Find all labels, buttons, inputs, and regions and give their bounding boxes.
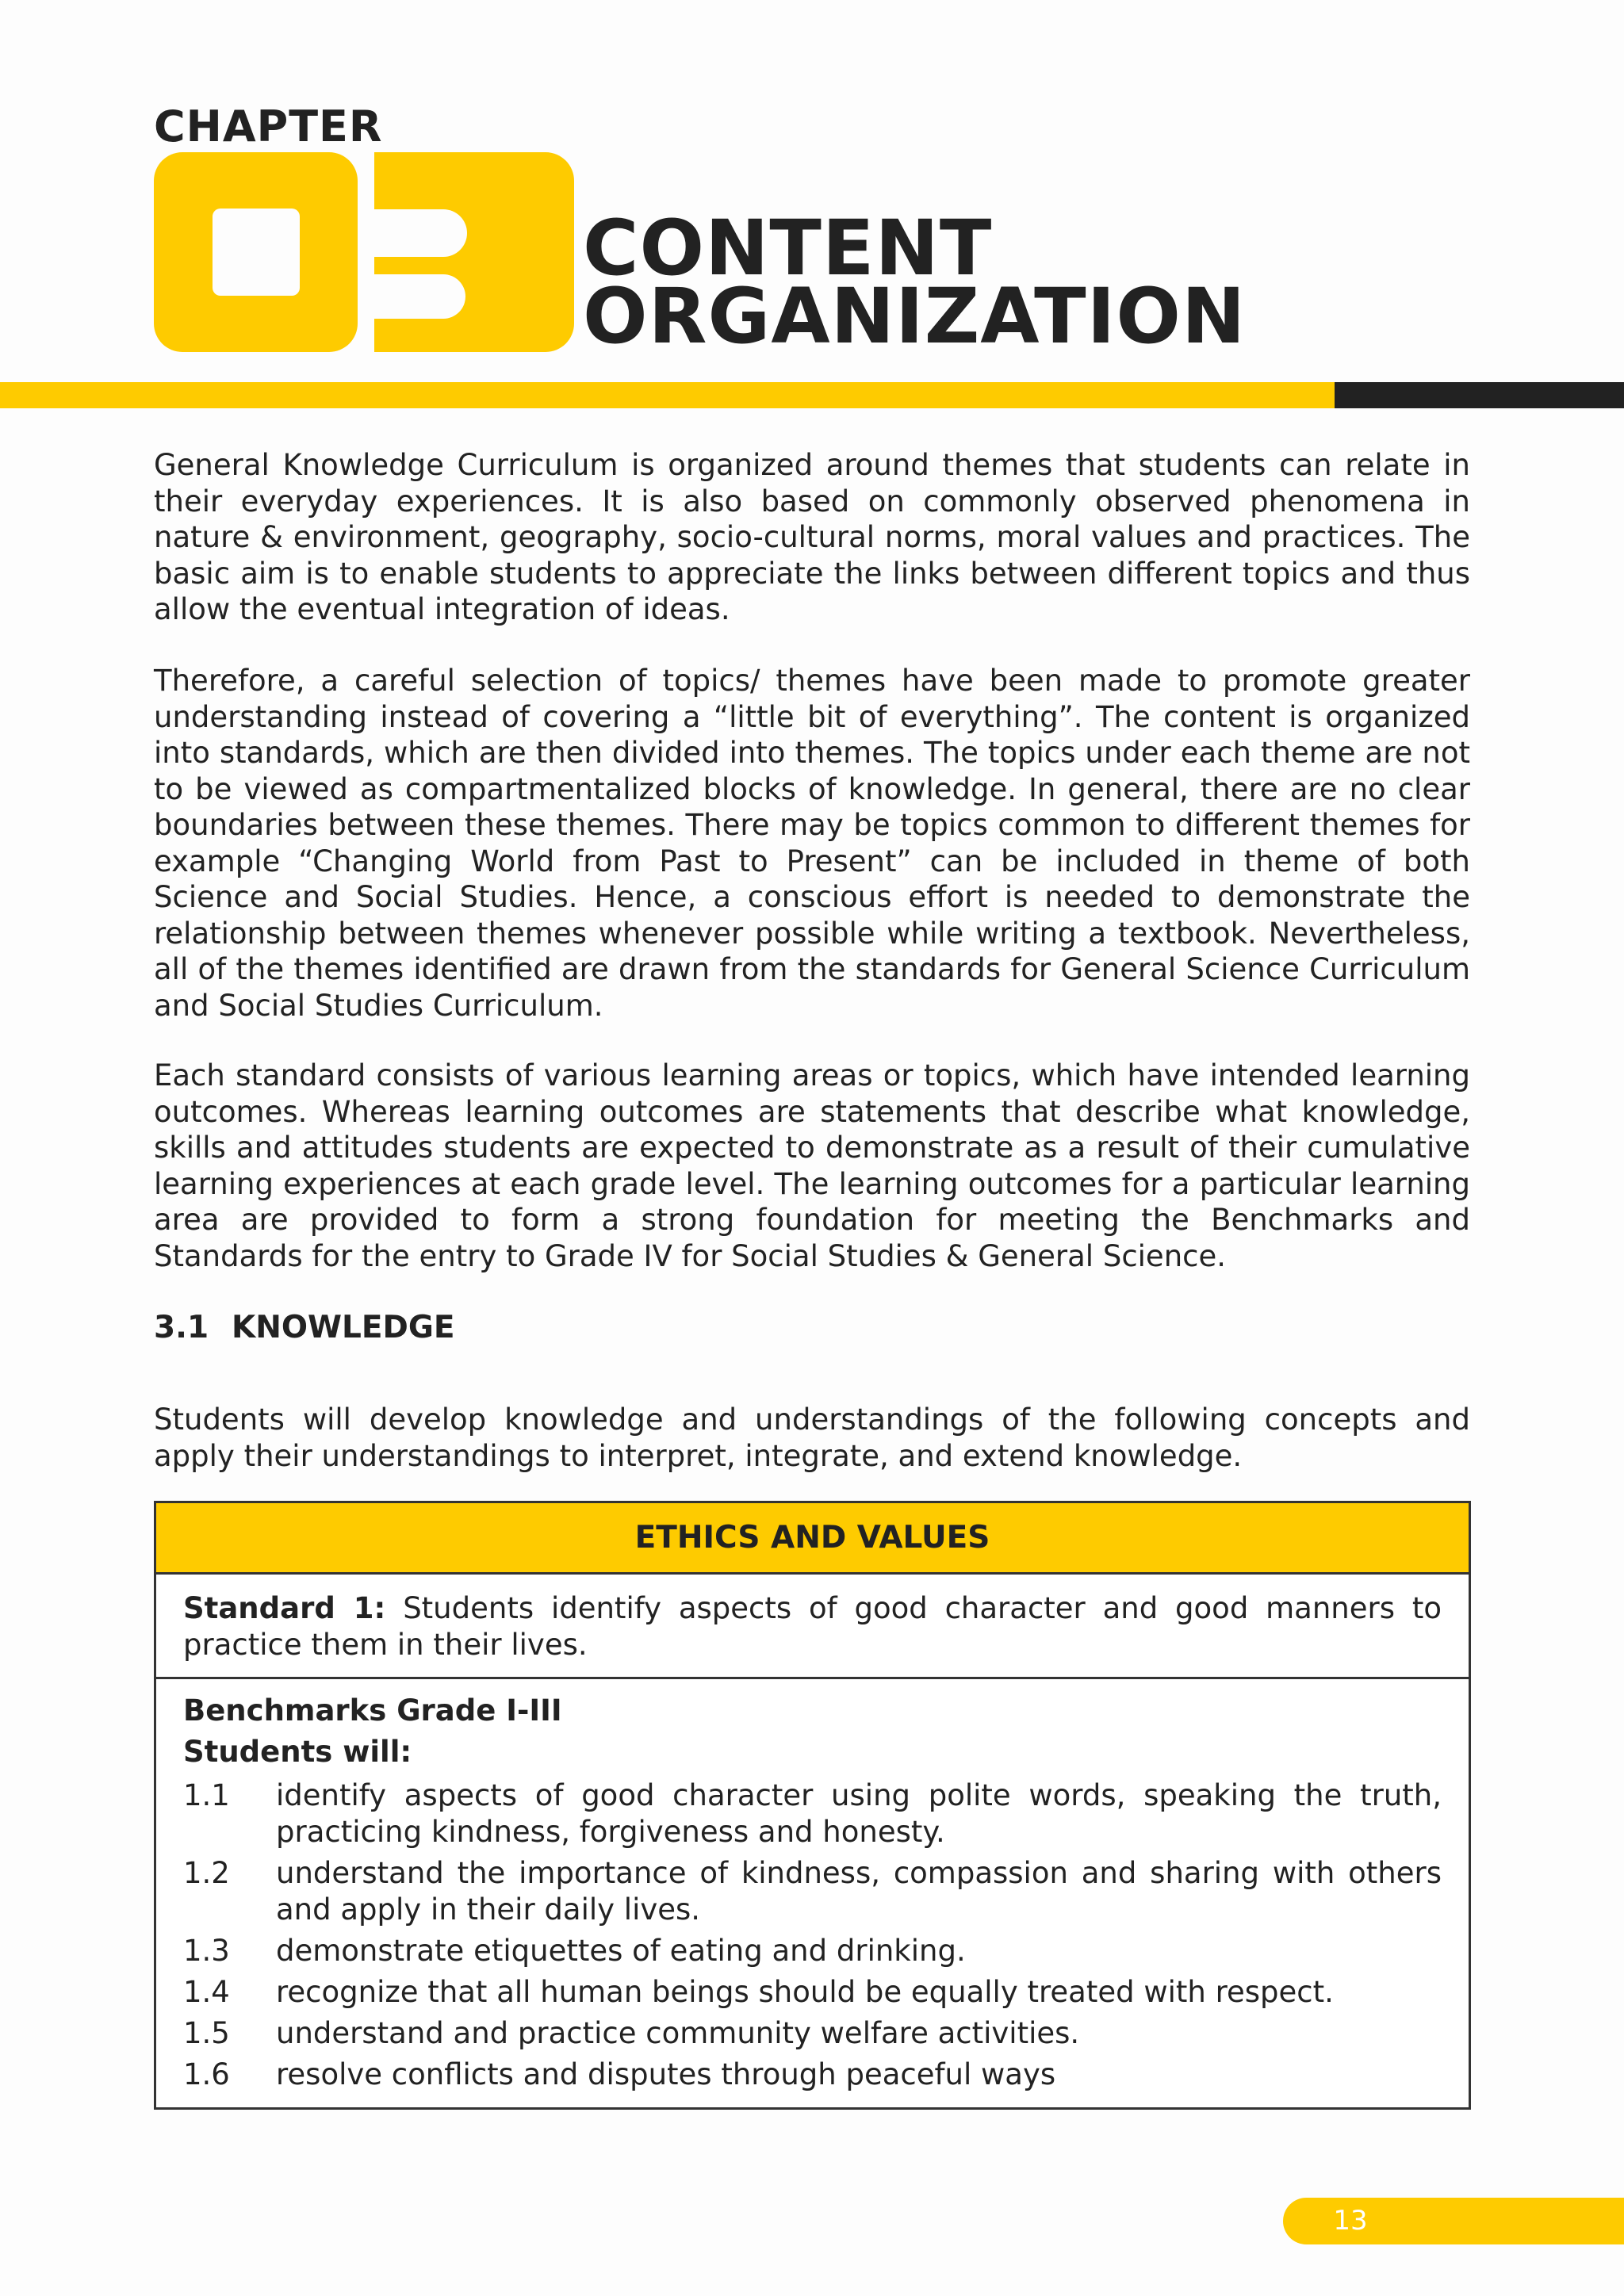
list-item-text: recognize that all human beings should be equally treated with respect. <box>276 1975 1334 2009</box>
list-item-number: 1.1 <box>183 1778 230 1812</box>
intro-paragraph: General Knowledge Curriculum is organized around themes that students can relate in their everyday experiences. It is also based on commonly observed phenomena in nature & environment, geography, socio-cultural norms, moral values and practices. The basic aim is to enable students to appreciate the links between different topics and thus allow the eventual integration of ideas. <box>154 448 1470 626</box>
list-item-number: 1.4 <box>183 1975 230 2009</box>
section-title: KNOWLEDGE <box>232 1310 455 1345</box>
header-rule-accent <box>0 382 1335 408</box>
standard-label: Standard 1: <box>183 1591 386 1625</box>
list-item <box>183 2015 1442 2052</box>
list-item-text: understand the importance of kindness, compassion and sharing with others and apply in their daily lives. <box>276 1856 1442 1927</box>
list-item <box>183 1777 1442 1850</box>
list-item-number: 1.2 <box>183 1856 230 1890</box>
section-number: 3.1 <box>154 1310 209 1345</box>
chapter-title-line2: ORGANIZATION <box>583 272 1247 361</box>
benchmark-title: Benchmarks Grade I-III <box>183 1693 562 1728</box>
list-item-number: 1.5 <box>183 2016 230 2050</box>
section-heading <box>154 1310 455 1345</box>
standard-text: Students identify aspects of good character and good manners to practice them in their lives. <box>183 1591 1442 1662</box>
list-item-text: understand and practice community welfare activities. <box>276 2016 1080 2050</box>
chapter-title-line1: CONTENT <box>583 204 993 293</box>
list-item <box>183 1933 1442 1969</box>
list-item <box>183 2057 1442 2093</box>
header-rule-dark <box>1335 382 1624 408</box>
students-will-label: Students will: <box>183 1735 412 1769</box>
knowledge-paragraph: Students will develop knowledge and understandings of the following concepts and apply their understandings to interpret, integrate, and extend knowledge. <box>154 1402 1470 1473</box>
chapter-title <box>583 204 1247 361</box>
ethics-values-box <box>154 1501 1471 2110</box>
list-item-text: demonstrate etiquettes of eating and drinking. <box>276 1934 966 1968</box>
list-item-text: identify aspects of good character using polite words, speaking the truth, practicing kindness, forgiveness and honesty. <box>276 1778 1442 1849</box>
list-item-number: 1.6 <box>183 2057 230 2091</box>
list-item-text: resolve conflicts and disputes through peaceful ways <box>276 2057 1056 2091</box>
chapter-label: CHAPTER <box>154 101 383 151</box>
list-item-number: 1.3 <box>183 1934 230 1968</box>
chapter-number-graphic <box>154 152 574 352</box>
standards-paragraph: Each standard consists of various learning areas or topics, which have intended learning outcomes. Whereas learning outcomes are statements that describe what knowledge, skills and attitudes students are expected to demonstrate as a result of their cumulative learning experiences at each grade level. The learning outcomes for a particular learning area are provided to form a strong foundation for meeting the Benchmarks and Standards for the entry to Grade IV for Social Studies & General Science. <box>154 1058 1470 1273</box>
list-item <box>183 1974 1442 2011</box>
themes-paragraph: Therefore, a careful selection of topics/ themes have been made to promote greater understanding instead of covering a “little bit of everything”. The content is organized into standards, which are then divided into themes. The topics under each theme are not to be viewed as compartmentalized blocks of knowledge. In general, there are no clear boundaries between these themes. There may be topics common to different themes for example “Changing World from Past to Present” can be included in theme of both Science and Social Studies. Hence, a conscious effort is needed to demonstrate the relationship between themes whenever possible while writing a textbook. Nevertheless, all of the themes identified are drawn from the standards for General Science Curriculum and Social Studies Curriculum. <box>154 664 1470 1023</box>
page-number: 13 <box>1333 2205 1368 2237</box>
list-item <box>183 1855 1442 1928</box>
benchmarks-section <box>156 1679 1469 2093</box>
standard-statement <box>156 1575 1469 1679</box>
box-header: ETHICS AND VALUES <box>156 1503 1469 1575</box>
